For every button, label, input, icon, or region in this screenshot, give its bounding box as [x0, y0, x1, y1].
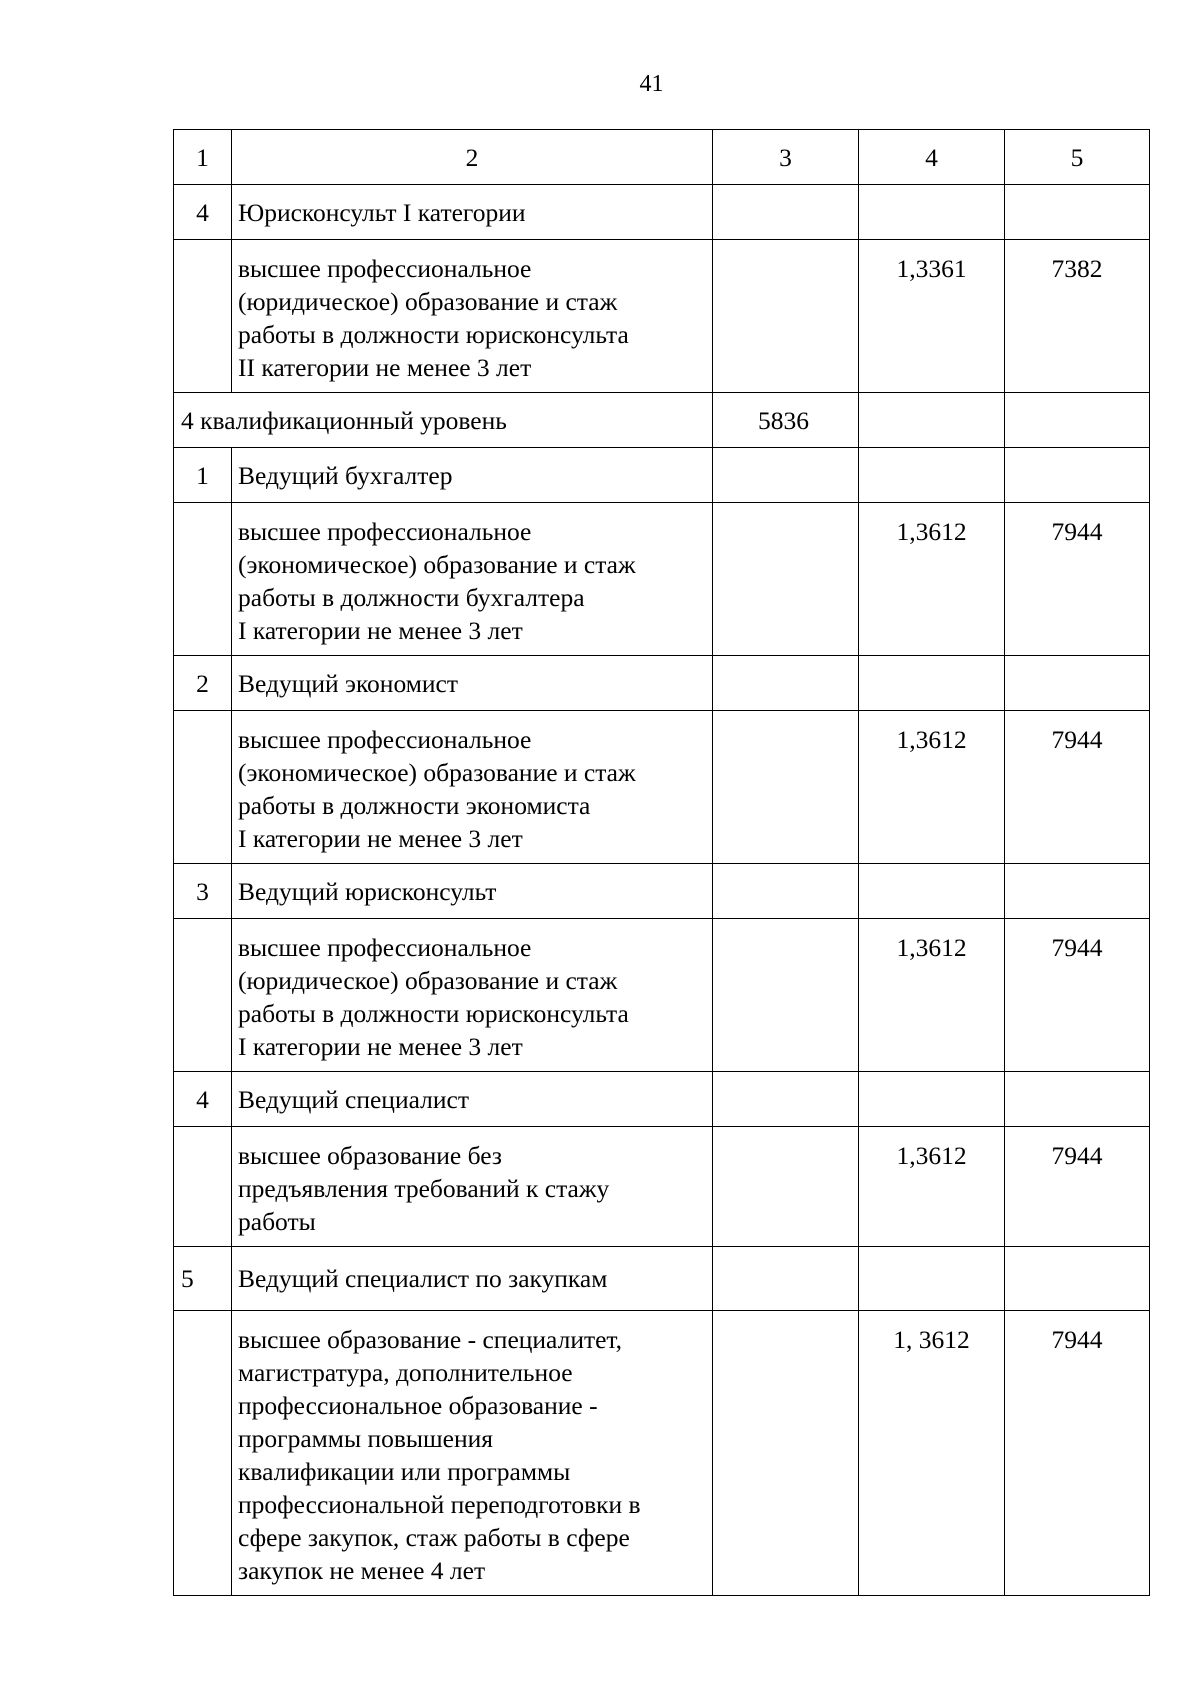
- salary: 7944: [1005, 1127, 1150, 1247]
- header-cell: 2: [232, 130, 713, 185]
- empty-cell: [1005, 864, 1150, 919]
- coefficient: 1,3612: [859, 919, 1005, 1072]
- position-number: 4: [174, 185, 232, 240]
- position-number: 2: [174, 656, 232, 711]
- requirements-line: высшее образование - специалитет,: [238, 1325, 623, 1354]
- empty-cell: [174, 711, 232, 864]
- header-cell: 3: [713, 130, 859, 185]
- empty-cell: [713, 1247, 859, 1311]
- requirements-line: высшее образование без: [238, 1141, 502, 1170]
- requirements-line: I категории не менее 3 лет: [238, 616, 523, 645]
- qualification-level-label: 4 квалификационный уровень: [174, 393, 713, 448]
- requirements-text: [232, 711, 713, 864]
- requirements-line: (юридическое) образование и стаж: [238, 966, 618, 995]
- requirements-line: работы: [238, 1207, 316, 1236]
- empty-cell: [859, 185, 1005, 240]
- position-title-row: [174, 1072, 1150, 1127]
- empty-cell: [859, 1247, 1005, 1311]
- header-row: [174, 130, 1150, 185]
- coefficient: 1, 3612: [859, 1311, 1005, 1596]
- requirements-line: II категории не менее 3 лет: [238, 353, 532, 382]
- empty-cell: [713, 503, 859, 656]
- requirements-line: работы в должности юрисконсульта: [238, 320, 629, 349]
- empty-cell: [859, 448, 1005, 503]
- requirements-line: работы в должности юрисконсульта: [238, 999, 629, 1028]
- requirements-text: [232, 1311, 713, 1596]
- salary: 7944: [1005, 503, 1150, 656]
- coefficient: 1,3612: [859, 711, 1005, 864]
- empty-cell: [713, 711, 859, 864]
- requirements-row: [174, 1311, 1150, 1596]
- empty-cell: [713, 1072, 859, 1127]
- empty-cell: [713, 1311, 859, 1596]
- empty-cell: [713, 448, 859, 503]
- empty-cell: [713, 919, 859, 1072]
- coefficient: 1,3361: [859, 240, 1005, 393]
- empty-cell: [174, 503, 232, 656]
- requirements-line: высшее профессиональное: [238, 254, 532, 283]
- position-title-row: [174, 864, 1150, 919]
- position-title-row: [174, 1247, 1150, 1311]
- position-title: Юрисконсульт I категории: [232, 185, 713, 240]
- empty-cell: [713, 864, 859, 919]
- empty-cell: [1005, 1247, 1150, 1311]
- requirements-line: работы в должности бухгалтера: [238, 583, 585, 612]
- salary: 7382: [1005, 240, 1150, 393]
- header-cell: 1: [174, 130, 232, 185]
- position-title: Ведущий юрисконсульт: [232, 864, 713, 919]
- empty-cell: [1005, 185, 1150, 240]
- requirements-line: квалификации или программы: [238, 1457, 571, 1486]
- requirements-line: (юридическое) образование и стаж: [238, 287, 618, 316]
- requirements-line: закупок не менее 4 лет: [238, 1556, 486, 1585]
- empty-cell: [174, 240, 232, 393]
- empty-cell: [174, 1127, 232, 1247]
- requirements-line: (экономическое) образование и стаж: [238, 758, 636, 787]
- base-salary: 5836: [713, 393, 859, 448]
- empty-cell: [859, 393, 1005, 448]
- position-title: Ведущий бухгалтер: [232, 448, 713, 503]
- empty-cell: [859, 864, 1005, 919]
- empty-cell: [1005, 656, 1150, 711]
- requirements-line: предъявления требований к стажу: [238, 1174, 610, 1203]
- salary: 7944: [1005, 711, 1150, 864]
- requirements-line: высшее профессиональное: [238, 725, 532, 754]
- position-title: Ведущий экономист: [232, 656, 713, 711]
- position-title-row: [174, 656, 1150, 711]
- empty-cell: [1005, 1072, 1150, 1127]
- page-number: 41: [639, 71, 664, 97]
- position-number: 4: [174, 1072, 232, 1127]
- position-title: Ведущий специалист: [232, 1072, 713, 1127]
- requirements-line: программы повышения: [238, 1424, 493, 1453]
- requirements-row: [174, 711, 1150, 864]
- requirements-line: профессиональной переподготовки в: [238, 1490, 641, 1519]
- requirements-line: работы в должности экономиста: [238, 791, 591, 820]
- requirements-row: [174, 1127, 1150, 1247]
- requirements-line: сфере закупок, стаж работы в сфере: [238, 1523, 630, 1552]
- empty-cell: [859, 1072, 1005, 1127]
- position-title: Ведущий специалист по закупкам: [232, 1247, 713, 1311]
- empty-cell: [713, 1127, 859, 1247]
- empty-cell: [1005, 448, 1150, 503]
- empty-cell: [713, 656, 859, 711]
- empty-cell: [713, 240, 859, 393]
- requirements-text: [232, 240, 713, 393]
- qualification-table: [173, 129, 1150, 1596]
- position-number: 1: [174, 448, 232, 503]
- position-title-row: [174, 185, 1150, 240]
- requirements-line: I категории не менее 3 лет: [238, 824, 523, 853]
- empty-cell: [859, 656, 1005, 711]
- requirements-text: [232, 919, 713, 1072]
- position-number: 3: [174, 864, 232, 919]
- requirements-line: профессиональное образование -: [238, 1391, 598, 1420]
- requirements-row: [174, 240, 1150, 393]
- coefficient: 1,3612: [859, 1127, 1005, 1247]
- requirements-text: [232, 503, 713, 656]
- header-cell: 5: [1005, 130, 1150, 185]
- requirements-line: (экономическое) образование и стаж: [238, 550, 636, 579]
- coefficient: 1,3612: [859, 503, 1005, 656]
- requirements-line: магистратура, дополнительное: [238, 1358, 573, 1387]
- requirements-row: [174, 919, 1150, 1072]
- empty-cell: [1005, 393, 1150, 448]
- salary: 7944: [1005, 919, 1150, 1072]
- empty-cell: [713, 185, 859, 240]
- requirements-row: [174, 503, 1150, 656]
- header-cell: 4: [859, 130, 1005, 185]
- requirements-line: высшее профессиональное: [238, 933, 532, 962]
- empty-cell: [174, 919, 232, 1072]
- requirements-line: I категории не менее 3 лет: [238, 1032, 523, 1061]
- position-number: 5: [174, 1247, 232, 1311]
- salary: 7944: [1005, 1311, 1150, 1596]
- position-title-row: [174, 448, 1150, 503]
- requirements-text: [232, 1127, 713, 1247]
- qualification-level-row: [174, 393, 1150, 448]
- requirements-line: высшее профессиональное: [238, 517, 532, 546]
- empty-cell: [174, 1311, 232, 1596]
